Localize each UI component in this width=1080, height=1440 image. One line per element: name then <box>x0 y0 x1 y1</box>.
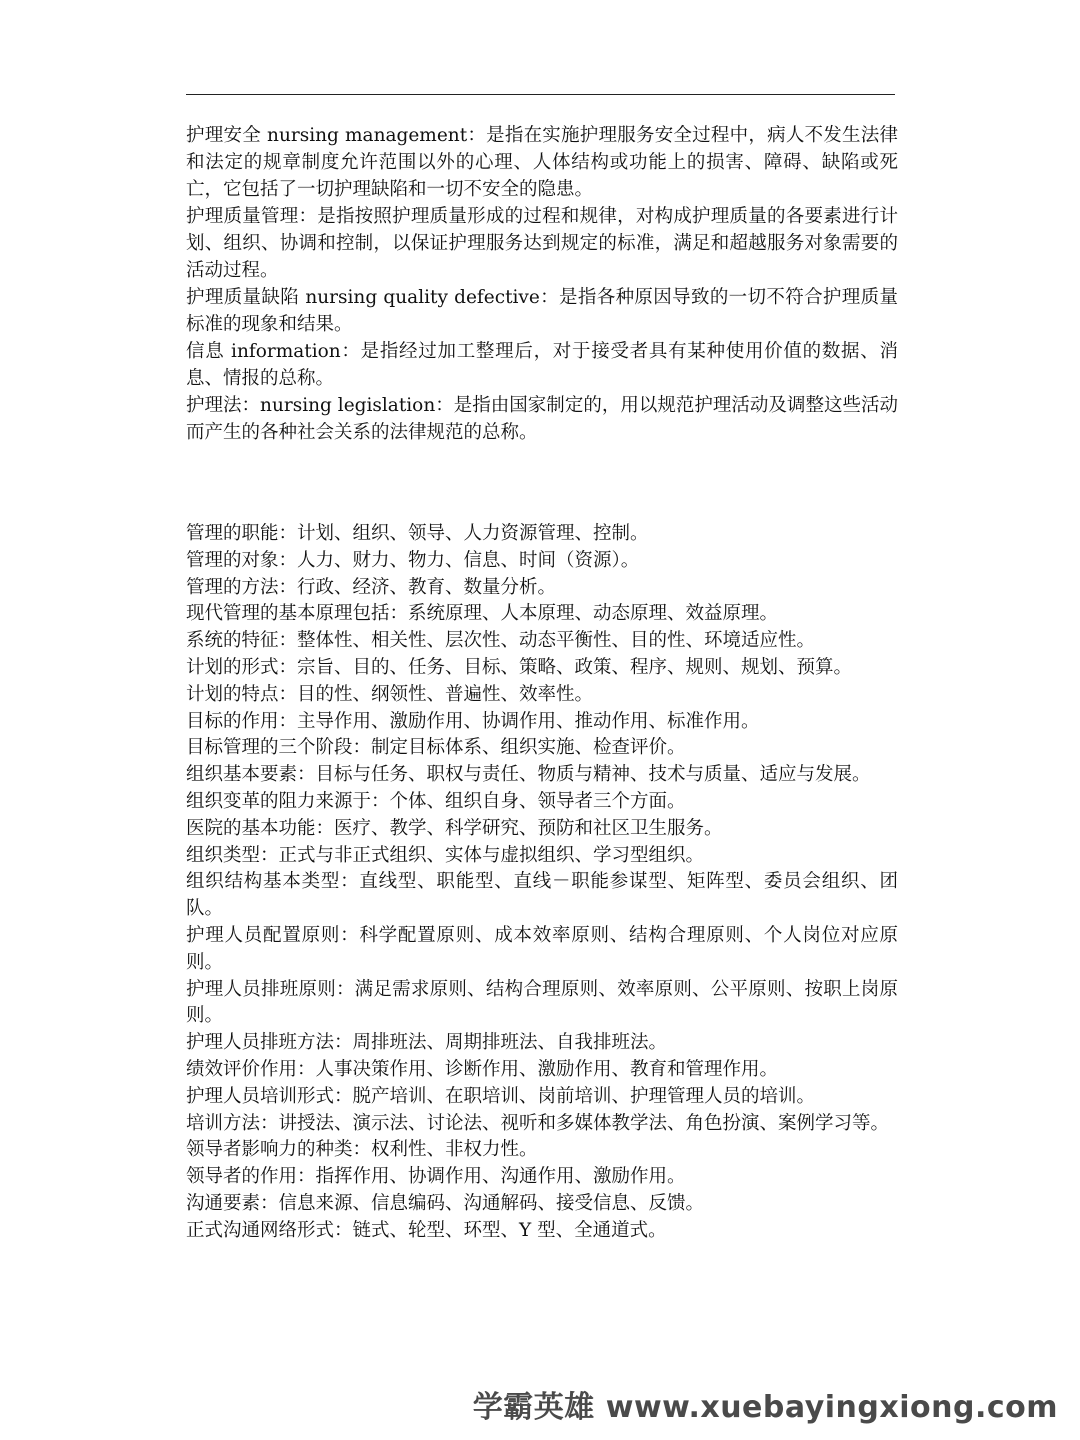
fact-line: 组织类型：正式与非正式组织、实体与虚拟组织、学习型组织。 <box>186 844 705 866</box>
site-watermark: 学霸英雄 www.xuebayingxiong.com <box>472 1390 1058 1425</box>
fact-line: 管理的职能：计划、组织、领导、人力资源管理、控制。 <box>186 523 649 544</box>
fact-line: 管理的方法：行政、经济、教育、数量分析。 <box>186 576 557 598</box>
header-rule <box>186 94 895 95</box>
definition-paragraph: 护理质量缺陷 nursing quality defective：是指各种原因导致的一切不符合护理质量标准的现象和结果。 <box>186 287 898 335</box>
definition-paragraph: 护理法：nursing legislation：是指由国家制定的，用以规范护理活动及调整这些活动而产生的各种社会关系的法律规范的总称。 <box>186 395 898 443</box>
fact-line: 领导者的作用：指挥作用、协调作用、沟通作用、激励作用。 <box>186 1166 686 1188</box>
fact-line: 医院的基本功能：医疗、教学、科学研究、预防和社区卫生服务。 <box>186 817 723 839</box>
definition-paragraph: 护理质量管理：是指按照护理质量形成的过程和规律，对构成护理质量的各要素进行计划、组织、协调和控制，以保证护理服务达到规定的标准，满足和超越服务对象需要的活动过程。 <box>186 206 898 281</box>
fact-line: 培训方法：讲授法、演示法、讨论法、视听和多媒体教学法、角色扮演、案例学习等。 <box>186 1112 890 1134</box>
fact-line: 沟通要素：信息来源、信息编码、沟通解码、接受信息、反馈。 <box>186 1192 705 1214</box>
fact-line: 正式沟通网络形式：链式、轮型、环型、Y 型、全通道式。 <box>186 1219 667 1241</box>
fact-line: 现代管理的基本原理包括：系统原理、人本原理、动态原理、效益原理。 <box>186 603 779 625</box>
fact-line: 计划的特点：目的性、纲领性、普遍性、效率性。 <box>186 683 594 705</box>
fact-line: 计划的形式：宗旨、目的、任务、目标、策略、政策、程序、规则、规划、预算。 <box>186 656 853 678</box>
fact-line: 护理人员排班方法：周排班法、周期排班法、自我排班法。 <box>186 1032 668 1054</box>
fact-line: 护理人员培训形式：脱产培训、在职培训、岗前培训、护理管理人员的培训。 <box>186 1085 816 1107</box>
definitions-section <box>186 122 898 446</box>
fact-line: 目标的作用：主导作用、激励作用、协调作用、推动作用、标准作用。 <box>186 710 760 732</box>
fact-line: 护理人员配置原则：科学配置原则、成本效率原则、结构合理原则、个人岗位对应原则。 <box>186 924 898 973</box>
fact-line: 组织变革的阻力来源于：个体、组织自身、领导者三个方面。 <box>186 790 686 812</box>
fact-line: 绩效评价作用：人事决策作用、诊断作用、激励作用、教育和管理作用。 <box>186 1058 779 1080</box>
definition-paragraph: 护理安全 nursing management：是指在实施护理服务安全过程中，病人不发生法律和法定的规章制度允许范围以外的心理、人体结构或功能上的损害、障碍、缺陷或死亡，它包括了一切护理缺陷和一切不安全的隐患。 <box>186 125 898 200</box>
fact-line: 领导者影响力的种类：权利性、非权力性。 <box>186 1139 538 1161</box>
fact-line: 组织结构基本类型：直线型、职能型、直线－职能参谋型、矩阵型、委员会组织、团队。 <box>186 871 898 920</box>
fact-line: 管理的对象：人力、财力、物力、信息、时间（资源）。 <box>186 549 640 571</box>
fact-line: 系统的特征：整体性、相关性、层次性、动态平衡性、目的性、环境适应性。 <box>186 630 816 652</box>
definition-paragraph: 信息 information：是指经过加工整理后，对于接受者具有某种使用价值的数据、消息、情报的总称。 <box>186 341 898 389</box>
fact-line: 组织基本要素：目标与任务、职权与责任、物质与精神、技术与质量、适应与发展。 <box>186 764 871 786</box>
fact-line: 护理人员排班原则：满足需求原则、结构合理原则、效率原则、公平原则、按职上岗原则。 <box>186 978 898 1027</box>
facts-section <box>186 521 898 1245</box>
fact-line: 目标管理的三个阶段：制定目标体系、组织实施、检查评价。 <box>186 737 686 759</box>
